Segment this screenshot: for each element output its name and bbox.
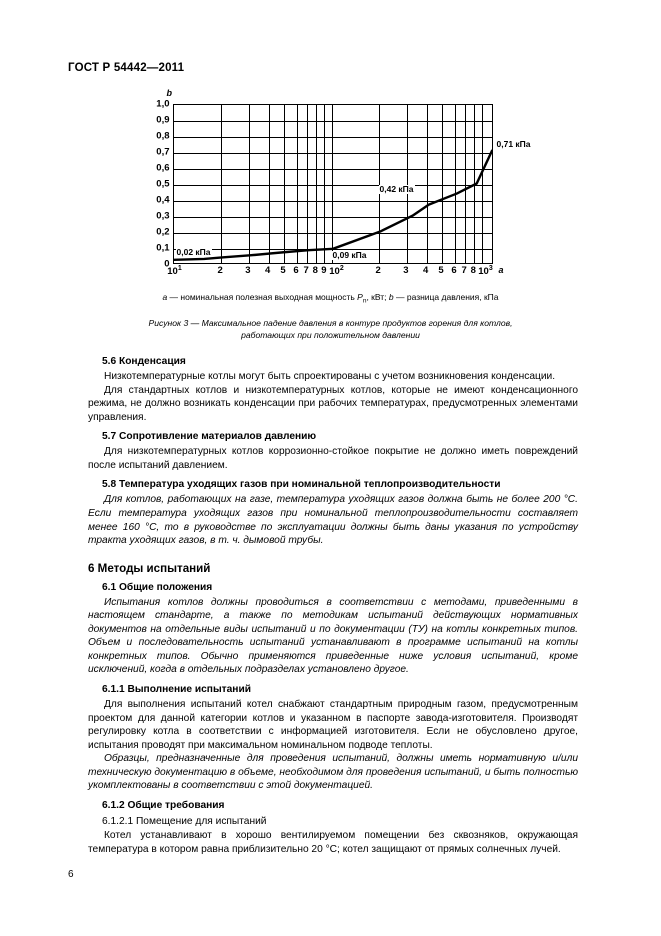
x-tick-exponent: 2 [339,265,344,272]
x-tick-label: 8 [470,265,476,276]
y-tick-label: 0 [164,258,170,270]
figure-caption-line-2: работающих при положительном давлении [241,330,420,341]
x-tick-label: 4 [423,265,429,276]
point-label-3: 0,42 кПа [379,184,414,194]
page-number: 6 [68,869,74,880]
x-tick-label: 3 [403,265,409,276]
x-tick-label: 4 [265,265,271,276]
paragraph-6-1-1-2: Образцы, предназначенные для проведения испытаний, должны иметь нормативную и/или техническую документацию в объеме, необходимом для проведения испытаний, и быть полностью укомплектованы в соответствии с этой документацией. [88,753,578,792]
y-tick-label: 0,8 [156,130,170,142]
point-label-4: 0,71 кПа [496,139,531,149]
heading-6-1-2-1: 6.1.2.1 Помещение для испытаний [102,815,267,827]
x-tick-label: 9 [321,265,327,276]
x-tick-label: 5 [438,265,444,276]
x-tick-label: 8 [312,265,318,276]
x-tick-label: 10 [167,266,178,278]
paragraph-5-8-1: Для котлов, работающих на газе, температура уходящих газов должна быть не более 200 °С. Если температура уходящих газов при номинальной теплопроизводительности составляет менее 160 °С, то в руководстве по эксплуатации должны быть даны указания по устройству тракта уходящих газов, в т. ч. дымовой трубы. [88,494,578,547]
page-title: ГОСТ Р 54442—2011 [68,62,185,74]
heading-5-6: 5.6 Конденсация [102,356,186,367]
paragraph-5-6-1: Низкотемпературные котлы могут быть спроектированы с учетом возникновения конденсации. [104,371,556,382]
heading-5-7: 5.7 Сопротивление материалов давлению [102,431,317,443]
document-body [88,356,578,856]
x-tick-exponent: 3 [488,265,493,272]
pressure-drop-curve [174,105,492,263]
paragraph-5-7-1: Для низкотемпературных котлов коррозионно-стойкое покрытие не должно иметь повреждений после испытаний давлением. [88,446,578,471]
figure-caption-line-1: Рисунок 3 — Максимальное падение давления в контуре продуктов горения для котлов, [148,317,513,328]
y-tick-label: 0,3 [156,210,170,222]
heading-5-8: 5.8 Температура уходящих газов при номинальной теплопроизводительности [102,479,501,491]
figure-legend [0,292,661,305]
legend-a-text: — номинальная полезная выходная мощность [167,292,358,302]
x-tick-label: 10 [478,266,489,278]
figure-3 [0,88,661,342]
figure-caption [81,317,581,342]
legend-b-text: — разница давления, кПа [393,292,499,302]
y-tick-label: 0,1 [156,242,170,254]
paragraph-5-6-2: Для стандартных котлов и низкотемпературных котлов, которые не имеют конденсационного режима, не должно возникать конденсации при рабочих температурах, предусмотренных элементами управления. [88,384,578,423]
x-tick-label: 6 [293,265,299,276]
heading-6-1-2: 6.1.2 Общие требования [102,799,225,811]
heading-6-1: 6.1 Общие положения [102,581,213,593]
x-tick-label: 5 [280,265,286,276]
x-tick-label: 3 [245,265,251,276]
point-label-1: 0,02 кПа [176,247,211,257]
paragraph-6-1-2-1-1: Котел устанавливают в хорошо вентилируемом помещении без сквозняков, окружающая температура в котором равна приблизительно 20 °С; котел защищают от прямых солнечных лучей. [88,829,578,855]
paragraph-6-1-1: Испытания котлов должны проводиться в соответствии с методами, приведенными в настоящем стандарте, а также по методикам испытаний действующих нормативных документов на отдельные виды испытаний и по документации (ТУ) на котлы конкретных типов. Объем и последовательность испытаний устанавливают в программе испытаний на котлы конкретных типов. Обычно применяются приведенные ниже условия испытаний, кроме исключений, когда в отдельных подразделах установлено другое. [88,596,578,676]
x-axis-symbol: a [498,265,504,275]
legend-p-subscript: n [362,297,367,305]
y-tick-label: 0,7 [156,146,170,158]
x-tick-label: 6 [451,265,457,276]
legend-a-symbol: а [162,292,168,302]
x-axis-ticks [167,265,493,283]
legend-p-symbol: P [357,292,363,302]
y-axis-ticks [113,98,173,270]
legend-b-symbol: b [388,292,394,302]
x-tick-label: 7 [461,265,467,276]
y-axis-symbol: b [166,88,172,98]
x-tick-label: 2 [217,265,223,276]
heading-6: 6 Методы испытаний [88,561,211,575]
plot-area [173,104,493,264]
x-tick-label: 7 [303,265,309,276]
y-tick-label: 1,0 [156,98,170,110]
paragraph-6-1-1-1: Для выполнения испытаний котел снабжают стандартным природным газом, предусмотренным проектом для данной категории котлов и указанном в паспорте завода-изготовителя. Производят регулировку котла в соответствии с информацией изготовителя. Если не обусловлено другое, испытания проводят при максимальном номинальном подводе теплоты. [88,699,578,751]
y-tick-label: 0,4 [156,194,170,206]
y-tick-label: 0,9 [156,114,170,126]
heading-6-1-1: 6.1.1 Выполнение испытаний [102,684,251,695]
legend-p-units: , кВт; [366,292,389,302]
chart-container [113,88,533,288]
y-tick-label: 0,5 [156,178,170,190]
y-tick-label: 0,2 [156,226,170,238]
point-label-2: 0,09 кПа [332,250,367,260]
x-tick-label: 10 [329,266,340,278]
y-tick-label: 0,6 [156,162,170,174]
x-tick-exponent: 1 [177,265,182,272]
x-tick-label: 2 [375,265,381,276]
